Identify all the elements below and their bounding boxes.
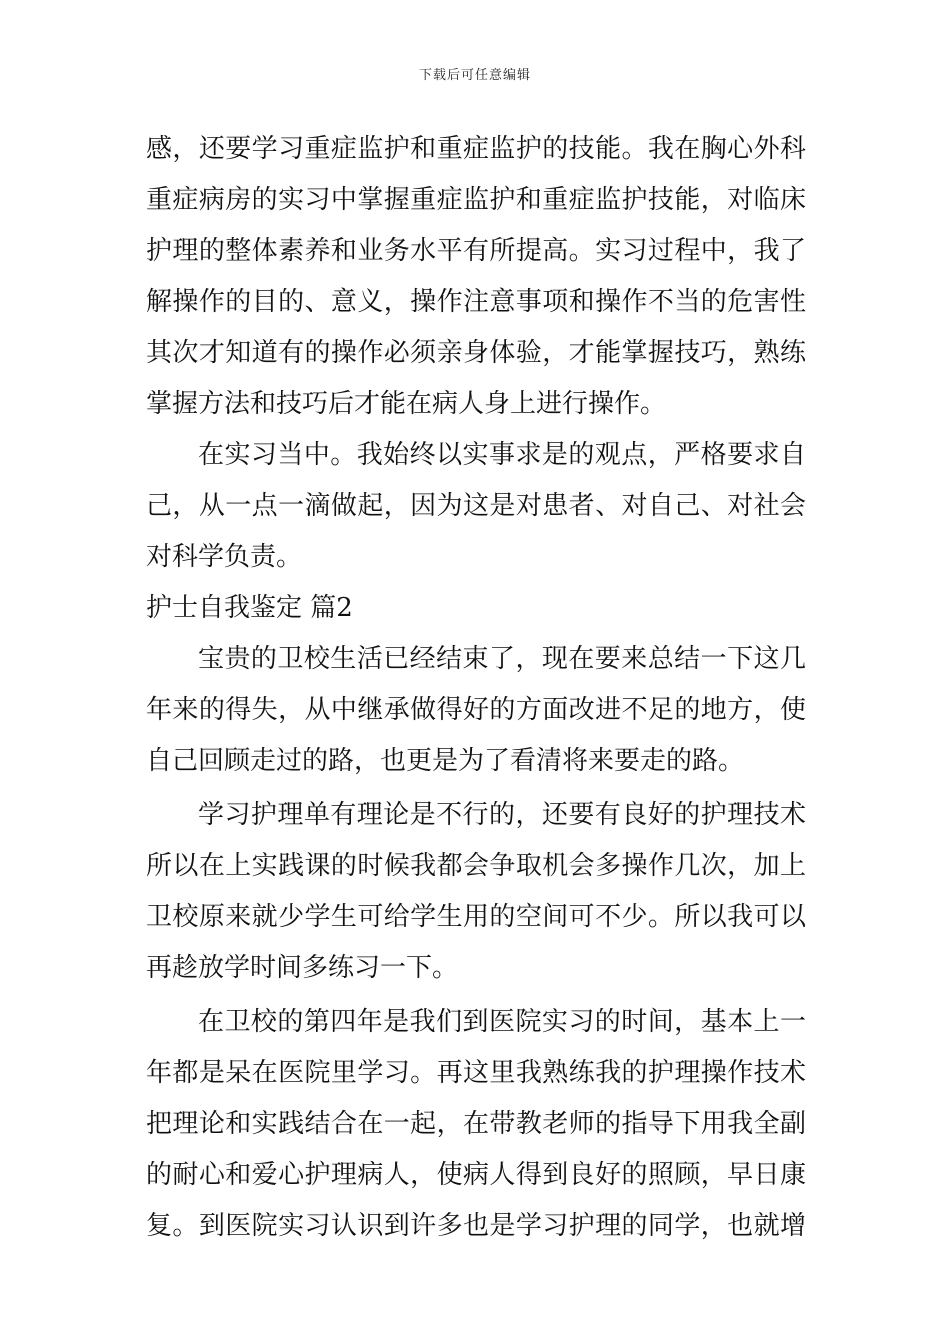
paragraph xyxy=(146,430,806,583)
text-line: 再趁放学时间多练习一下。 xyxy=(146,953,459,983)
text-line: 的耐心和爱心护理病人，使病人得到良好的照顾，早日康 xyxy=(146,1160,806,1190)
document-body xyxy=(146,124,806,1252)
text-line: 学习护理单有理论是不行的，还要有良好的护理技术 xyxy=(198,800,806,830)
paragraph xyxy=(146,997,806,1252)
text-line: 把理论和实践结合在一起，在带教老师的指导下用我全副 xyxy=(146,1109,806,1139)
text-line: 重症病房的实习中掌握重症监护和重症监护技能，对临床 xyxy=(146,185,806,215)
text-line: 年都是呆在医院里学习。再这里我熟练我的护理操作技术 xyxy=(146,1058,806,1088)
page-header: 下载后可任意编辑 xyxy=(418,68,531,83)
text-line: 其次才知道有的操作必须亲身体验，才能掌握技巧，熟练 xyxy=(146,338,806,368)
text-line: 自己回顾走过的路，也更是为了看清将来要走的路。 xyxy=(146,746,745,776)
text-line: 宝贵的卫校生活已经结束了，现在要来总结一下这几 xyxy=(198,644,806,674)
text-line: 复。到医院实习认识到许多也是学习护理的同学，也就增 xyxy=(146,1211,806,1241)
text-line: 所以在上实践课的时候我都会争取机会多操作几次，加上 xyxy=(146,851,806,881)
text-line: 在实习当中。我始终以实事求是的观点，严格要求自 xyxy=(198,440,806,470)
text-line: 在卫校的第四年是我们到医院实习的时间，基本上一 xyxy=(198,1007,806,1037)
paragraph xyxy=(146,124,806,430)
text-line: 年来的得失，从中继承做得好的方面改进不足的地方，使 xyxy=(146,695,806,725)
paragraph xyxy=(146,634,806,787)
text-line: 解操作的目的、意义，操作注意事项和操作不当的危害性 xyxy=(146,287,806,317)
text-line: 对科学负责。 xyxy=(146,542,303,572)
text-line: 己，从一点一滴做起，因为这是对患者、对自己、对社会 xyxy=(146,491,806,521)
text-line: 掌握方法和技巧后才能在病人身上进行操作。 xyxy=(146,389,667,419)
section-title: 护士自我鉴定 篇2 xyxy=(146,593,353,623)
paragraph xyxy=(146,790,806,994)
text-line: 护理的整体素养和业务水平有所提高。实习过程中，我了 xyxy=(146,236,806,266)
text-line: 感，还要学习重症监护和重症监护的技能。我在胸心外科 xyxy=(146,134,806,164)
text-line: 卫校原来就少学生可给学生用的空间可不少。所以我可以 xyxy=(146,902,806,932)
